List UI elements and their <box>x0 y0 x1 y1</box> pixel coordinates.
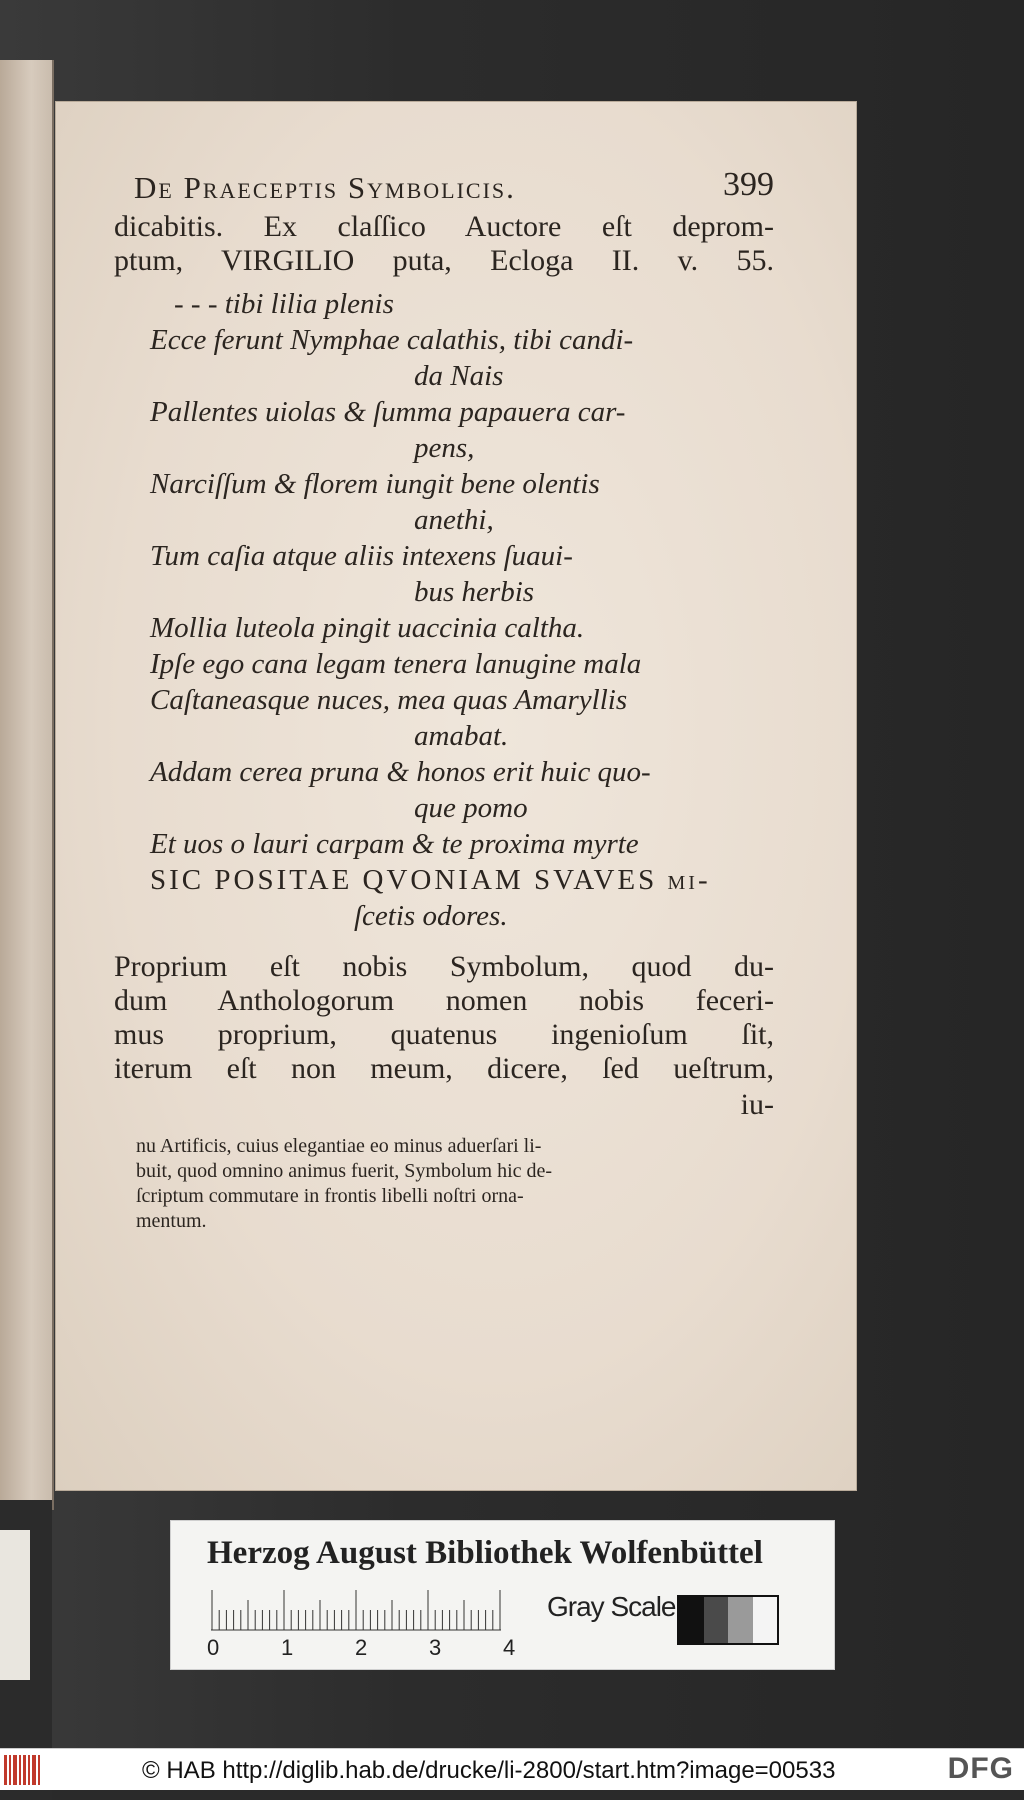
prose-line: mus proprium, quatenus ingenioſum ſit, <box>114 1018 774 1051</box>
prose-commentary <box>114 950 774 1086</box>
ruler-number: 0 <box>207 1635 220 1660</box>
page-number: 399 <box>723 166 774 203</box>
verse-line: Narciſſum & florem iungit bene olentis <box>150 468 600 500</box>
prose-line: dicabitis. Ex claſſico Auctore eſt deprom- <box>114 210 774 243</box>
verse-line: - - - tibi lilia plenis <box>174 288 394 320</box>
page-content <box>114 166 774 1234</box>
ruler-numbers <box>207 1635 516 1663</box>
facing-page-edge <box>0 60 54 1510</box>
verse-line: Pallentes uiolas & ſumma papauera car- <box>150 396 626 428</box>
ruler-ticks <box>211 1589 501 1631</box>
ruler-number: 3 <box>429 1635 442 1660</box>
prose-intro <box>114 210 774 278</box>
footnote-line: buit, quod omnino animus fuerit, Symbolum hic de- <box>136 1160 553 1182</box>
footnote-line: mentum. <box>136 1210 207 1232</box>
running-head-title: De Praeceptis Symbolicis. <box>134 170 516 205</box>
ruler-number: 4 <box>503 1635 516 1660</box>
prose-line: iterum eſt non meum, dicere, ſed ueſtrum, <box>114 1052 774 1085</box>
verse-line: pens, <box>414 432 475 464</box>
grayscale-bar <box>677 1595 779 1645</box>
verse-line: Tum caſia atque aliis intexens ſuaui- <box>150 540 573 572</box>
ruler-number: 2 <box>355 1635 368 1660</box>
permalink-link[interactable]: © HAB http://diglib.hab.de/drucke/li-2800/start.htm?image=00533 <box>142 1757 836 1784</box>
book-page <box>56 102 856 1490</box>
grayscale-label: Gray Scale <box>547 1591 676 1622</box>
library-name: Herzog August Bibliothek Wolfenbüttel <box>207 1535 763 1571</box>
barcode-icon <box>4 1755 44 1785</box>
verse-line: Et uos o lauri carpam & te proxima myrte <box>150 828 639 860</box>
prose-line: Proprium eſt nobis Symbolum, quod du- <box>114 950 774 983</box>
dfg-logo: DFG <box>947 1752 1014 1785</box>
verse-line: Mollia luteola pingit uaccinia caltha. <box>150 612 585 644</box>
verse-line: Addam cerea pruna & honos erit huic quo- <box>150 756 651 788</box>
footnote-line: ſcriptum commutare in frontis libelli noſtri orna- <box>136 1185 524 1207</box>
verse-line: bus herbis <box>414 576 535 608</box>
verse-quotation <box>114 286 774 934</box>
footnote-line: nu Artificis, cuius elegantiae eo minus aduerſari li- <box>136 1135 542 1157</box>
grayscale-patch <box>704 1597 729 1643</box>
verse-line: da Nais <box>414 360 504 392</box>
verse-line: ſcetis odores. <box>354 900 508 932</box>
verse-line: Ecce ferunt Nymphae calathis, tibi candi- <box>150 324 634 356</box>
running-head <box>114 166 774 210</box>
verse-line: que pomo <box>414 792 528 824</box>
verse-line: Ipſe ego cana legam tenera lanugine mala <box>150 648 642 680</box>
prose-line: dum Anthologorum nomen nobis feceri- <box>114 984 774 1017</box>
grayscale-patch <box>728 1597 753 1643</box>
verse-line: Caſtaneasque nuces, mea quas Amaryllis <box>150 684 628 716</box>
verse-line: anethi, <box>414 504 494 536</box>
grayscale-patch <box>679 1597 704 1643</box>
color-target-card <box>170 1520 835 1670</box>
verse-line: amabat. <box>414 720 509 752</box>
catchword: iu- <box>740 1088 774 1121</box>
footer-bar <box>0 1748 1024 1790</box>
ruler-scale <box>211 1589 501 1631</box>
grayscale-patch <box>753 1597 778 1643</box>
ruler-number: 1 <box>281 1635 294 1660</box>
prose-line: ptum, VIRGILIO puta, Ecloga II. v. 55. <box>114 244 774 277</box>
verse-line: SIC POSITAE QVONIAM SVAVES mi- <box>150 864 711 896</box>
footnote <box>114 1134 774 1234</box>
shelf-label <box>0 1530 30 1680</box>
